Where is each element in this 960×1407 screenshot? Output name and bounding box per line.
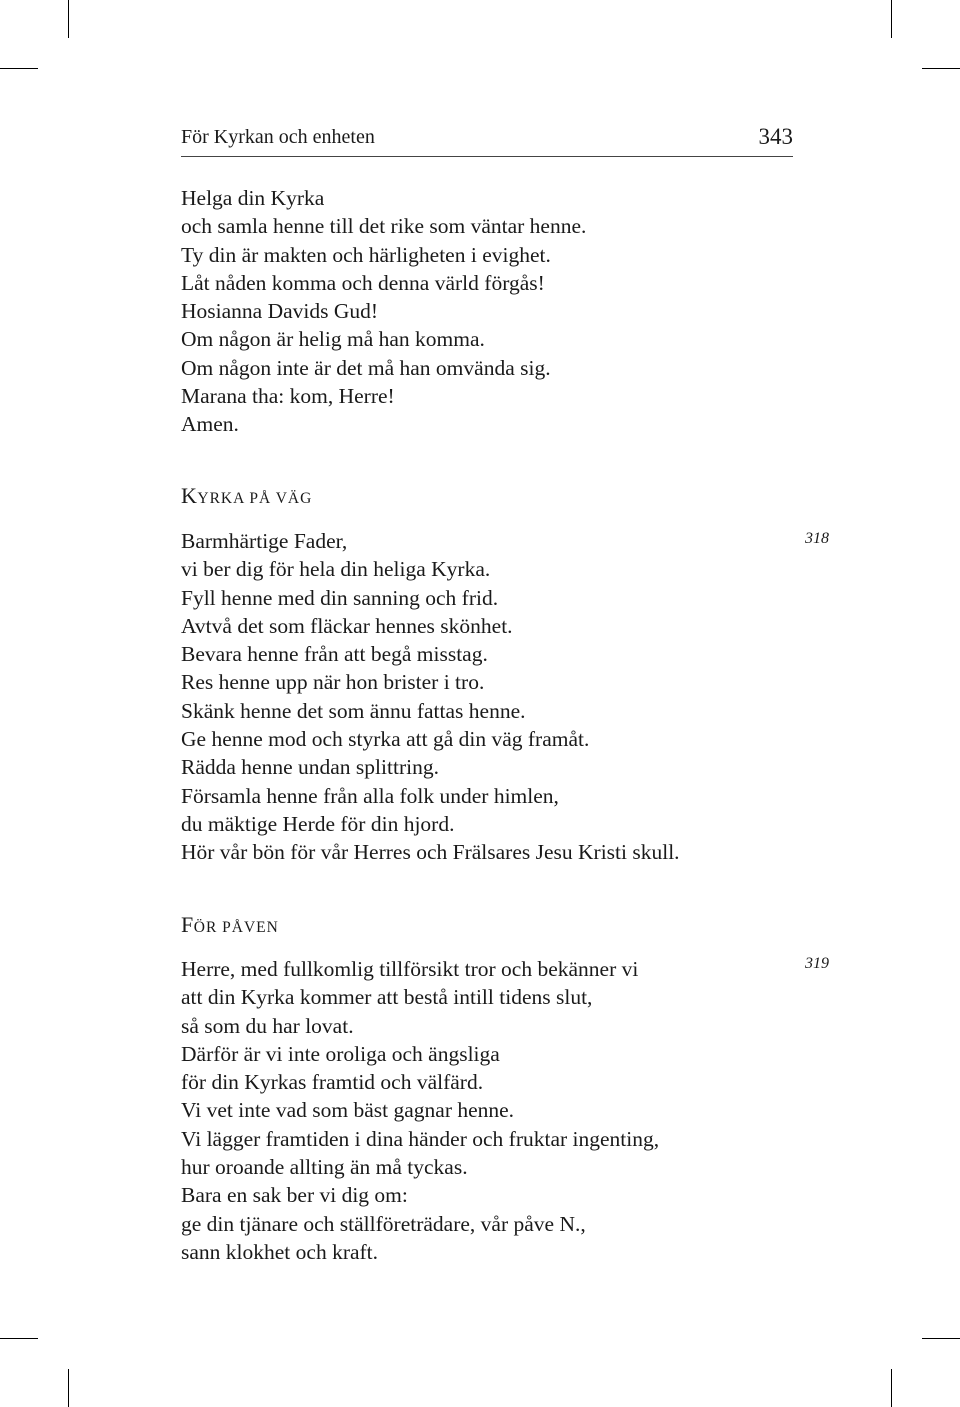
section-title-rest: ÖR PÅVEN [193, 919, 279, 936]
crop-mark-left-bottom [0, 1338, 38, 1339]
prayer-line: ge din tjänare och ställföreträdare, vår påve N., [181, 1211, 586, 1236]
crop-mark-left-top [0, 68, 38, 69]
prayer-line: Därför är vi inte oroliga och ängsliga [181, 1041, 500, 1066]
prayer-line: Avtvå det som fläckar hennes skönhet. [181, 613, 513, 638]
section-title-rest: YRKA PÅ VÄG [197, 490, 313, 507]
prayer-line: Barmhärtige Fader, [181, 529, 348, 553]
prayer-line: Res henne upp när hon brister i tro. [181, 670, 485, 695]
running-title: För Kyrkan och enheten [181, 126, 375, 148]
prayer-line: Hör vår bön för vår Herres och Frälsares Jesu Kristi skull. [181, 840, 680, 865]
crop-mark-right-top [922, 68, 960, 69]
prayer-line: Skänk henne det som ännu fattas henne. [181, 698, 526, 723]
prayer-line: Amen. [181, 412, 239, 437]
section-title-initial: K [181, 483, 198, 508]
prayer-line: vi ber dig för hela din heliga Kyrka. [181, 557, 491, 582]
prayer-line: hur oroande allting än må tyckas. [181, 1155, 468, 1180]
section-title-kyrka-pa-vag [181, 483, 312, 509]
section-title-initial: F [181, 912, 194, 937]
prayer-kyrka-pa-vag [181, 527, 821, 867]
crop-mark-bottom-right [891, 1369, 892, 1407]
prayer-line: Om någon inte är det må han omvända sig. [181, 355, 551, 380]
page-number: 343 [758, 124, 793, 149]
prayer-line: du mäktige Herde för din hjord. [181, 811, 455, 836]
prayer-line: och samla henne till det rike som väntar henne. [181, 214, 587, 239]
prayer-continuation [181, 184, 821, 439]
crop-mark-bottom-left [68, 1369, 69, 1407]
prayer-for-paven [181, 955, 821, 1266]
prayer-line: Vi lägger framtiden i dina händer och fruktar ingenting, [181, 1126, 660, 1151]
prayer-number-319: 319 [805, 955, 829, 972]
prayer-line: Bevara henne från att begå misstag. [181, 642, 488, 667]
section-title-for-paven [181, 912, 279, 938]
prayer-line: sann klokhet och kraft. [181, 1239, 379, 1264]
prayer-line: Om någon är helig må han komma. [181, 327, 485, 352]
prayer-line: Fyll henne med din sanning och frid. [181, 585, 499, 610]
prayer-line: Marana tha: kom, Herre! [181, 384, 395, 409]
prayer-line: så som du har lovat. [181, 1013, 354, 1038]
prayer-line: Ty din är makten och härligheten i evighet. [181, 242, 551, 267]
prayer-line: Ge henne mod och styrka att gå din väg framåt. [181, 727, 590, 752]
prayer-line: Låt nåden komma och denna värld förgås! [181, 270, 545, 295]
prayer-line: Bara en sak ber vi dig om: [181, 1183, 408, 1208]
prayer-line: Vi vet inte vad som bäst gagnar henne. [181, 1098, 515, 1123]
prayer-line: Hosianna Davids Gud! [181, 299, 379, 324]
prayer-line: att din Kyrka kommer att bestå intill tidens slut, [181, 985, 593, 1010]
crop-mark-top-left [68, 0, 69, 38]
prayer-number-318: 318 [805, 530, 829, 547]
running-header [181, 120, 793, 157]
prayer-line: Församla henne från alla folk under himlen, [181, 783, 559, 808]
prayer-line: Herre, med fullkomlig tillförsikt tror och bekänner vi [181, 957, 639, 981]
prayer-line: Helga din Kyrka [181, 186, 325, 210]
crop-mark-top-right [891, 0, 892, 38]
prayer-line: för din Kyrkas framtid och välfärd. [181, 1070, 484, 1095]
prayer-line: Rädda henne undan splittring. [181, 755, 439, 780]
crop-mark-right-bottom [922, 1338, 960, 1339]
